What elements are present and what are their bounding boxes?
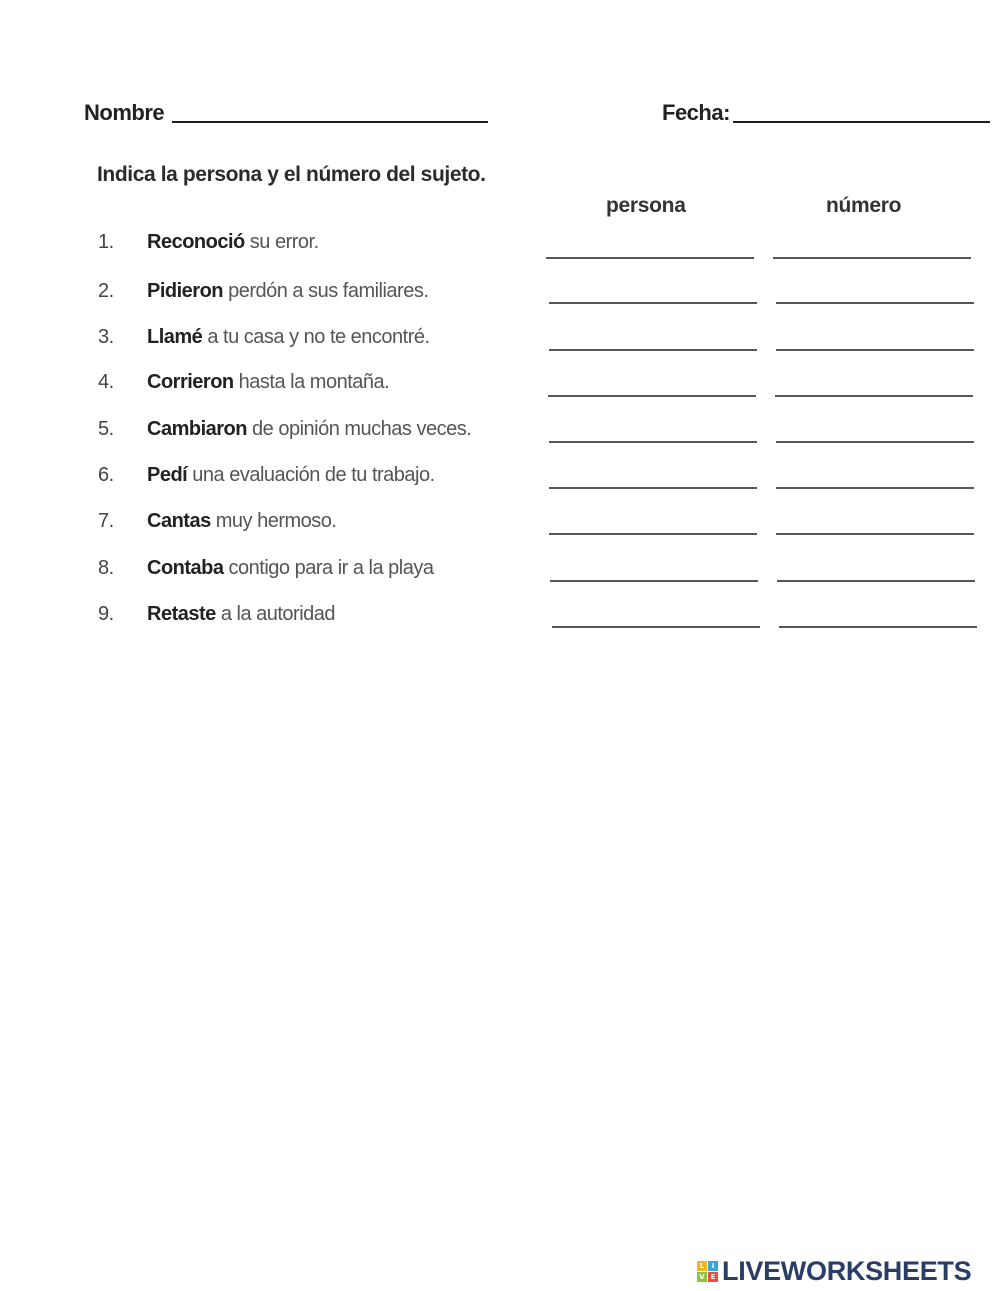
item-sentence <box>147 280 428 303</box>
item-rest: muy hermoso. <box>210 510 337 532</box>
date-field[interactable] <box>733 121 990 123</box>
item-number: 2. <box>98 280 114 302</box>
logo-text: LIVEWORKSHEETS <box>722 1255 972 1286</box>
liveworksheets-logo-icon <box>697 1261 718 1282</box>
item-rest: de opinión muchas veces. <box>246 418 472 440</box>
logo-letter-l: L <box>697 1261 707 1271</box>
answer-field-persona[interactable] <box>549 441 757 443</box>
liveworksheets-logo <box>697 1256 971 1286</box>
answer-field-numero[interactable] <box>776 302 974 304</box>
item-verb: Corrieron <box>147 371 234 393</box>
item-verb: Pedí <box>147 464 188 486</box>
item-rest: una evaluación de tu trabajo. <box>187 464 435 486</box>
item-verb: Contaba <box>147 557 224 579</box>
item-sentence <box>147 603 335 626</box>
item-rest: a tu casa y no te encontré. <box>202 326 430 348</box>
item-verb: Cambiaron <box>147 418 247 440</box>
item-number: 8. <box>98 557 114 579</box>
item-verb: Pidieron <box>147 280 224 302</box>
answer-field-persona[interactable] <box>546 257 754 259</box>
name-label: Nombre <box>84 100 165 125</box>
item-number: 7. <box>98 510 114 532</box>
item-sentence <box>147 418 471 441</box>
answer-field-persona[interactable] <box>549 533 757 535</box>
answer-field-numero[interactable] <box>777 580 975 582</box>
item-sentence <box>147 510 336 533</box>
answer-field-numero[interactable] <box>779 626 977 628</box>
item-verb: Reconoció <box>147 231 245 253</box>
item-rest: su error. <box>244 231 319 253</box>
item-number: 6. <box>98 464 114 486</box>
item-number: 4. <box>98 371 114 393</box>
item-verb: Cantas <box>147 510 211 532</box>
item-sentence <box>147 371 389 394</box>
answer-field-persona[interactable] <box>549 487 757 489</box>
logo-letter-v: V <box>697 1272 707 1282</box>
answer-field-numero[interactable] <box>773 257 971 259</box>
item-rest: contigo para ir a la playa <box>223 557 434 579</box>
answer-field-numero[interactable] <box>775 395 973 397</box>
item-sentence <box>147 231 319 254</box>
answer-field-persona[interactable] <box>549 349 757 351</box>
item-number: 9. <box>98 603 114 625</box>
answer-field-persona[interactable] <box>552 626 760 628</box>
logo-letter-i: I <box>708 1261 718 1271</box>
item-rest: a la autoridad <box>215 603 336 625</box>
name-field[interactable] <box>172 121 488 123</box>
answer-field-persona[interactable] <box>550 580 758 582</box>
column-header-numero: número <box>826 194 902 217</box>
item-sentence <box>147 464 435 487</box>
answer-field-persona[interactable] <box>548 395 756 397</box>
item-sentence <box>147 557 433 580</box>
item-rest: perdón a sus familiares. <box>223 280 429 302</box>
answer-field-numero[interactable] <box>776 533 974 535</box>
item-verb: Retaste <box>147 603 216 625</box>
item-number: 5. <box>98 418 114 440</box>
column-header-persona: persona <box>606 194 686 217</box>
answer-field-numero[interactable] <box>776 487 974 489</box>
item-number: 3. <box>98 326 114 348</box>
item-verb: Llamé <box>147 326 203 348</box>
answer-field-numero[interactable] <box>776 349 974 351</box>
item-number: 1. <box>98 231 114 253</box>
date-label: Fecha: <box>662 100 730 125</box>
item-rest: hasta la montaña. <box>233 371 390 393</box>
item-sentence <box>147 326 430 349</box>
answer-field-persona[interactable] <box>549 302 757 304</box>
instructions: Indica la persona y el número del sujeto. <box>97 163 486 186</box>
answer-field-numero[interactable] <box>776 441 974 443</box>
logo-letter-e: E <box>708 1272 718 1282</box>
